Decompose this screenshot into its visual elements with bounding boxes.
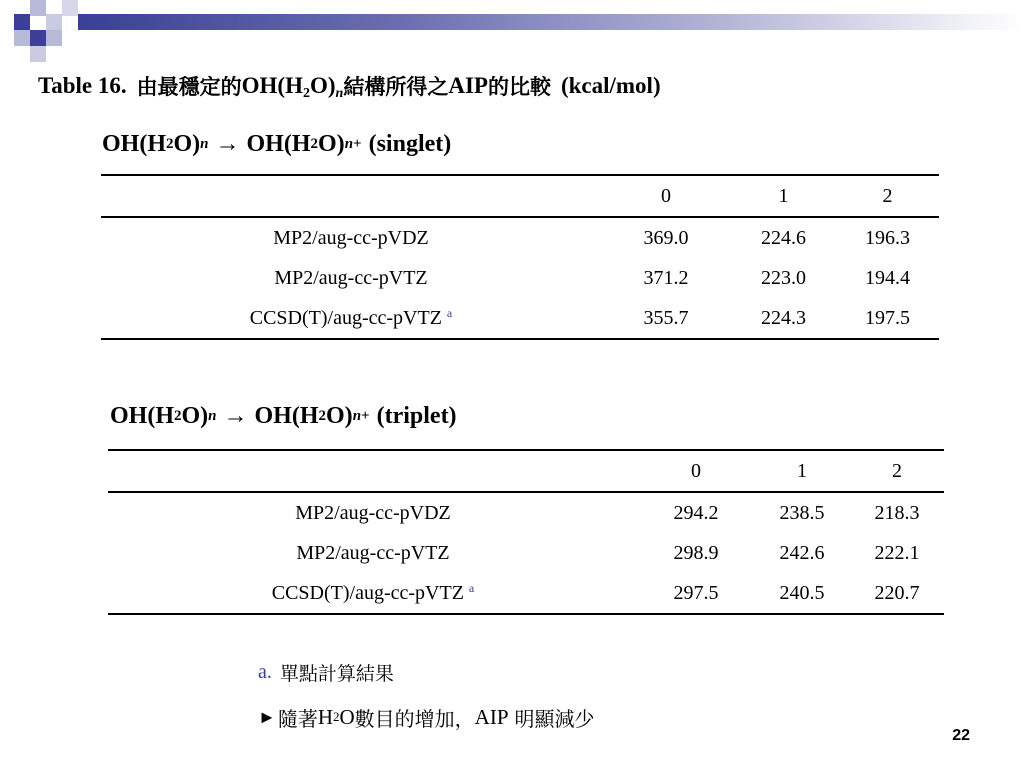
method-cell bbox=[101, 217, 601, 258]
reaction-left-a: OH(H bbox=[110, 402, 174, 429]
footnote-marker: a bbox=[468, 580, 475, 595]
aip-table-triplet bbox=[108, 449, 944, 615]
title-formula-b: O) bbox=[309, 73, 336, 98]
method-cell bbox=[108, 533, 638, 573]
title-unit: (kcal/mol) bbox=[560, 73, 661, 98]
bullet-o: O bbox=[339, 704, 355, 729]
column-header: 2 bbox=[836, 175, 939, 217]
method-cell bbox=[101, 258, 601, 298]
column-header: 1 bbox=[731, 175, 836, 217]
method-label: MP2/aug-cc-pVDZ bbox=[273, 226, 429, 249]
deco-square bbox=[14, 14, 30, 30]
table-row bbox=[101, 258, 939, 298]
method-label: MP2/aug-cc-pVTZ bbox=[274, 266, 428, 289]
table-row bbox=[108, 533, 944, 573]
reaction-state: (singlet) bbox=[368, 130, 452, 157]
footnote bbox=[258, 656, 394, 688]
value-cell: 223.0 bbox=[761, 266, 806, 289]
title-aip: AIP bbox=[448, 73, 488, 98]
column-header: 1 bbox=[754, 450, 850, 492]
value-cell: 371.2 bbox=[643, 266, 689, 289]
deco-square bbox=[46, 14, 62, 30]
title-text-3: 的比較 bbox=[487, 75, 551, 99]
column-header bbox=[108, 450, 638, 492]
footnote-text: 單點計算結果 bbox=[279, 662, 394, 685]
bullet-text-3: 明顯減少 bbox=[514, 706, 595, 731]
reaction-state: (triplet) bbox=[376, 402, 457, 429]
reaction-right-a: OH(H bbox=[254, 402, 319, 429]
page-number: 22 bbox=[952, 727, 970, 744]
table-header-row bbox=[101, 175, 939, 217]
table-row bbox=[101, 217, 939, 258]
footnote-marker: a bbox=[446, 305, 453, 320]
reaction-left-b: O) bbox=[173, 130, 201, 157]
deco-square bbox=[30, 46, 46, 62]
title-formula-a: OH(H bbox=[241, 73, 303, 98]
method-label: CCSD(T)/aug-cc-pVTZ bbox=[271, 581, 464, 604]
column-header: 0 bbox=[601, 175, 731, 217]
value-cell: 297.5 bbox=[638, 573, 754, 614]
table-row bbox=[101, 298, 939, 339]
title-text-2: 結構所得之 bbox=[343, 75, 449, 99]
deco-square bbox=[62, 0, 78, 16]
value-cell: 294.2 bbox=[673, 501, 719, 524]
bullet-h: H bbox=[317, 704, 333, 729]
value-cell: 242.6 bbox=[779, 541, 825, 564]
reaction-heading-triplet: OH(H 2 O) n → OH(H 2 O) n + (triplet) bbox=[110, 402, 457, 429]
aip-table-singlet bbox=[101, 174, 939, 340]
column-header bbox=[101, 175, 601, 217]
deco-square bbox=[30, 0, 46, 16]
value-cell: 240.5 bbox=[754, 573, 850, 614]
value-cell: 224.6 bbox=[761, 226, 806, 249]
deco-square bbox=[30, 30, 46, 46]
value-cell: 218.3 bbox=[874, 501, 920, 524]
value-cell: 197.5 bbox=[836, 298, 939, 339]
value-cell: 298.9 bbox=[673, 541, 719, 564]
conclusion-bullet: ► 隨著 H 2 O 數目的增加， AIP 明顯減少 bbox=[258, 704, 595, 731]
method-label: CCSD(T)/aug-cc-pVTZ bbox=[249, 306, 442, 329]
reaction-heading-singlet: OH(H 2 O) n → OH(H 2 O) n + (singlet) bbox=[102, 130, 452, 157]
bullet-arrow-icon: ► bbox=[258, 706, 276, 727]
value-cell: 238.5 bbox=[779, 501, 825, 524]
title-prefix: Table 16. bbox=[38, 73, 127, 98]
method-cell bbox=[101, 298, 601, 339]
bullet-text-1: 隨著 bbox=[277, 706, 318, 731]
table-header-row bbox=[108, 450, 944, 492]
column-header: 2 bbox=[850, 450, 944, 492]
method-cell bbox=[108, 492, 638, 533]
value-cell: 194.4 bbox=[865, 266, 910, 289]
reaction-arrow: → bbox=[223, 402, 248, 429]
table-row bbox=[108, 492, 944, 533]
deco-square bbox=[14, 30, 30, 46]
title-formula-sub: 2 bbox=[302, 86, 310, 101]
bullet-text-2: 數目的增加， bbox=[354, 706, 475, 731]
reaction-arrow: → bbox=[215, 130, 240, 157]
method-label: MP2/aug-cc-pVDZ bbox=[295, 501, 451, 524]
deco-square bbox=[46, 30, 62, 46]
value-cell: 224.3 bbox=[731, 298, 836, 339]
reaction-right-a: OH(H bbox=[246, 130, 311, 157]
bullet-aip: AIP bbox=[474, 704, 509, 729]
title-text-1: 由最穩定的 bbox=[136, 75, 242, 99]
table-row bbox=[108, 573, 944, 614]
title-formula-n: n bbox=[335, 86, 344, 101]
value-cell: 355.7 bbox=[601, 298, 731, 339]
reaction-right-b: O) bbox=[318, 130, 345, 157]
slide-title bbox=[38, 66, 661, 106]
title-formula bbox=[242, 73, 344, 99]
reaction-left-b: O) bbox=[181, 402, 209, 429]
value-cell: 220.7 bbox=[850, 573, 944, 614]
value-cell: 196.3 bbox=[865, 226, 910, 249]
method-label: MP2/aug-cc-pVTZ bbox=[296, 541, 450, 564]
header-decoration bbox=[0, 0, 1024, 64]
footnote-mark: a. bbox=[258, 660, 272, 683]
method-cell bbox=[108, 573, 638, 614]
value-cell: 369.0 bbox=[643, 226, 689, 249]
column-header: 0 bbox=[638, 450, 754, 492]
value-cell: 222.1 bbox=[874, 541, 920, 564]
reaction-right-b: O) bbox=[326, 402, 353, 429]
reaction-left-a: OH(H bbox=[102, 130, 166, 157]
deco-gradient-bar bbox=[78, 14, 1024, 30]
